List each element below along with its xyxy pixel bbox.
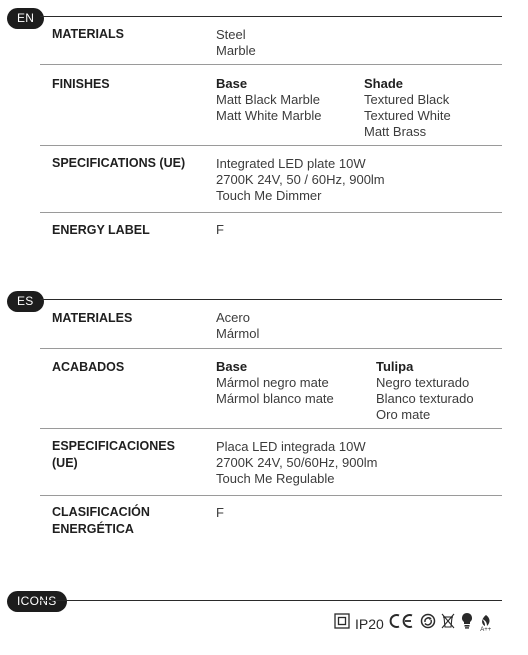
energy-value: F — [216, 222, 224, 237]
certification-icons — [334, 612, 493, 635]
row-divider — [40, 145, 502, 146]
specifications-label: ESPECIFICACIONES (UE) — [52, 439, 175, 470]
energy-label: CLASIFICACIÓN ENERGÉTICA — [52, 505, 150, 536]
materials-label: MATERIALS — [52, 27, 124, 41]
materials-label: MATERIALES — [52, 311, 133, 325]
materials-value: Steel — [216, 27, 246, 42]
shade-finish: Textured White — [364, 108, 451, 123]
class-ii-icon — [334, 613, 350, 634]
spec-line: Integrated LED plate 10W — [216, 156, 366, 171]
shade-finish: Matt Brass — [364, 124, 427, 139]
spec-line: 2700K 24V, 50/60Hz, 900lm — [216, 455, 378, 470]
shade-finish: Oro mate — [376, 407, 431, 422]
energy-value: F — [216, 505, 224, 520]
spec-line: Placa LED integrada 10W — [216, 439, 366, 454]
finishes-shade — [376, 359, 474, 423]
energy-class-label: A++ — [480, 626, 492, 633]
recycle-icon — [420, 613, 436, 634]
base-finish: Matt Black Marble — [216, 92, 321, 107]
base-finish: Matt White Marble — [216, 108, 322, 123]
specifications-label: SPECIFICATIONS (UE) — [52, 156, 186, 170]
section-tag-en: EN — [7, 8, 44, 29]
shade-finish: Negro texturado — [376, 375, 470, 390]
specifications-values — [216, 439, 377, 487]
materials-value: Marble — [216, 43, 256, 58]
spec-line: 2700K 24V, 50 / 60Hz, 900lm — [216, 172, 385, 187]
spec-line: Touch Me Dimmer — [216, 188, 322, 203]
row-divider — [40, 495, 502, 496]
section-tag-es: ES — [7, 291, 44, 312]
base-finish: Mármol blanco mate — [216, 391, 334, 406]
section-divider — [40, 299, 502, 300]
section-divider — [40, 16, 502, 17]
finishes-base — [216, 76, 321, 124]
base-finish: Mármol negro mate — [216, 375, 329, 390]
energy-label: ENERGY LABEL — [52, 223, 150, 237]
specifications-values — [216, 156, 385, 204]
finishes-label: ACABADOS — [52, 360, 125, 374]
base-heading: Base — [216, 76, 248, 91]
ce-mark-icon — [389, 613, 415, 634]
row-divider — [40, 348, 502, 349]
materials-values — [216, 310, 259, 342]
spec-line: Touch Me Regulable — [216, 471, 335, 486]
row-divider — [40, 64, 502, 65]
section-divider — [40, 600, 502, 601]
shade-heading: Tulipa — [376, 359, 414, 374]
led-bulb-icon — [460, 612, 474, 635]
finishes-label: FINISHES — [52, 77, 110, 91]
shade-heading: Shade — [364, 76, 404, 91]
shade-finish: Blanco texturado — [376, 391, 474, 406]
finishes-shade — [364, 76, 451, 140]
weee-bin-icon — [441, 613, 455, 634]
finishes-base — [216, 359, 334, 407]
materials-values — [216, 27, 256, 59]
section-tag-icons: ICONS — [7, 591, 67, 612]
materials-value: Acero — [216, 310, 250, 325]
energy-class-icon — [479, 615, 493, 633]
shade-finish: Textured Black — [364, 92, 450, 107]
base-heading: Base — [216, 359, 248, 374]
row-divider — [40, 428, 502, 429]
materials-value: Mármol — [216, 326, 260, 341]
row-divider — [40, 212, 502, 213]
ip20-icon: IP20 — [355, 615, 384, 632]
